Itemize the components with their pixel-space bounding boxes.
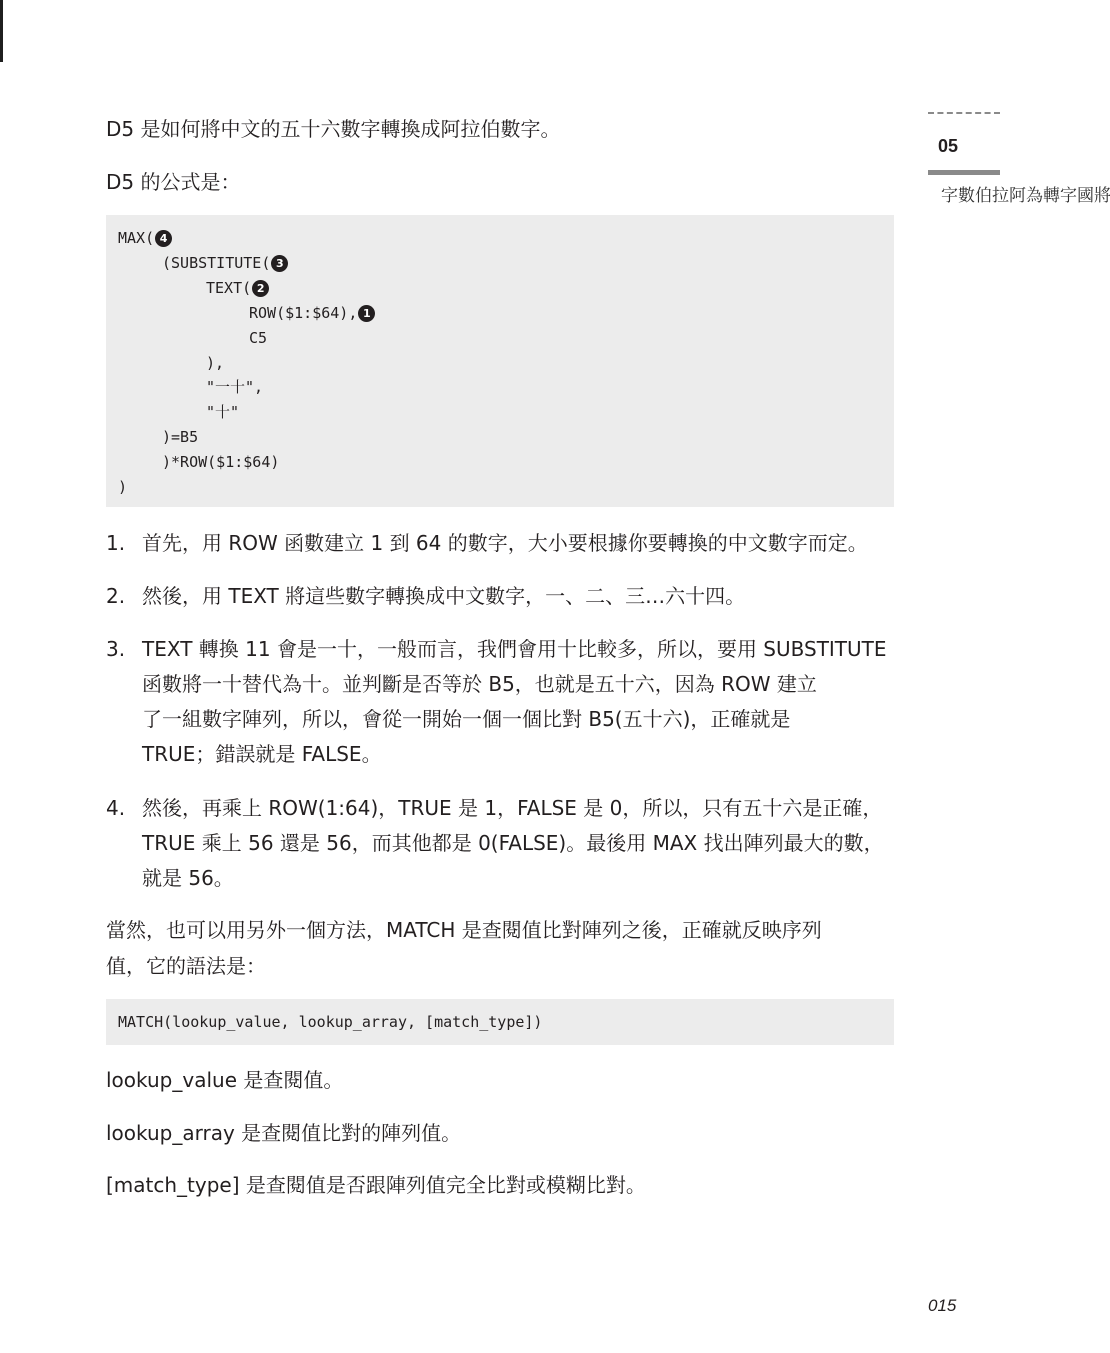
step-marker-3: 3 — [271, 255, 288, 272]
step-marker-4: 4 — [155, 230, 172, 247]
side-tab-dashed-rule — [928, 112, 1000, 114]
intro-line-2: D5 的公式是： — [106, 170, 241, 194]
step-number: 3. — [106, 637, 126, 661]
code-line: "十" — [206, 403, 240, 421]
step-text-line: 然後，再乘上 ROW(1:64)，TRUE 是 1，FALSE 是 0，所以，只有五十六是正確， — [142, 796, 883, 820]
code-line: "一十", — [206, 378, 264, 396]
step-text-line: TRUE；錯誤就是 FALSE。 — [142, 742, 382, 766]
match-syntax-code: MATCH(lookup_value, lookup_array, [match_type]) — [118, 1013, 543, 1031]
code-line: MAX( 4 — [118, 229, 172, 247]
step-number: 4. — [106, 796, 126, 820]
chapter-number: 05 — [938, 136, 959, 156]
page-number: 015 — [928, 1296, 957, 1315]
code-line: ROW($1:$64), 1 — [249, 304, 375, 322]
step-text — [142, 579, 894, 614]
step-text — [142, 791, 894, 896]
chapter-title-vertical: 將國字轉為阿拉伯數字 — [937, 186, 1110, 205]
step-number: 1. — [106, 531, 126, 555]
match-intro-line-1: 當然，也可以用另外一個方法，MATCH 是查閱值比對陣列之後，正確就反映序列 — [106, 918, 822, 942]
step-text — [142, 526, 894, 561]
step-list-item — [106, 791, 896, 896]
intro-line-1: D5 是如何將中文的五十六數字轉換成阿拉伯數字。 — [106, 117, 561, 141]
step-marker-1: 1 — [358, 305, 375, 322]
side-tab-bar — [928, 170, 1000, 175]
step-list-item — [106, 632, 896, 772]
code-line: ), — [206, 354, 225, 372]
step-text-line: 然後，用 TEXT 將這些數字轉換成中文數字，一、二、三…六十四。 — [142, 584, 746, 608]
code-line: (SUBSTITUTE( 3 — [162, 254, 288, 272]
definition-match-type: [match_type] 是查閱值是否跟陣列值完全比對或模糊比對。 — [106, 1173, 646, 1197]
step-marker-2: 2 — [252, 280, 269, 297]
step-text-line: TEXT 轉換 11 會是一十，一般而言，我們會用十比較多，所以，要用 SUBSTITUTE — [142, 637, 887, 661]
code-line: C5 — [249, 329, 268, 347]
step-text — [142, 632, 894, 772]
definition-lookup-array: lookup_array 是查閱值比對的陣列值。 — [106, 1121, 462, 1145]
code-line: )=B5 — [162, 428, 199, 446]
step-list-item — [106, 579, 896, 614]
match-intro-line-2: 值，它的語法是： — [106, 954, 266, 978]
step-text-line: 函數將一十替代為十。並判斷是否等於 B5，也就是五十六，因為 ROW 建立 — [142, 672, 817, 696]
step-text-line: 首先，用 ROW 函數建立 1 到 64 的數字，大小要根據你要轉換的中文數字而定。 — [142, 531, 868, 555]
step-text-line: 了一組數字陣列，所以，會從一開始一個一個比對 B5(五十六)，正確就是 — [142, 707, 791, 731]
code-line: ) — [118, 478, 128, 496]
code-line: TEXT( 2 — [206, 279, 269, 297]
formula-code-block — [106, 215, 894, 507]
definition-lookup-value: lookup_value 是查閱值。 — [106, 1068, 344, 1092]
step-text-line: TRUE 乘上 56 還是 56，而其他都是 0(FALSE)。最後用 MAX 找出陣列最大的數， — [142, 831, 884, 855]
chapter-side-tab — [928, 112, 1110, 205]
step-list-item — [106, 526, 896, 561]
match-syntax-block — [106, 999, 894, 1045]
step-number: 2. — [106, 584, 126, 608]
code-line: )*ROW($1:$64) — [162, 453, 280, 471]
binding-edge-line — [0, 0, 3, 62]
step-text-line: 就是 56。 — [142, 866, 234, 890]
